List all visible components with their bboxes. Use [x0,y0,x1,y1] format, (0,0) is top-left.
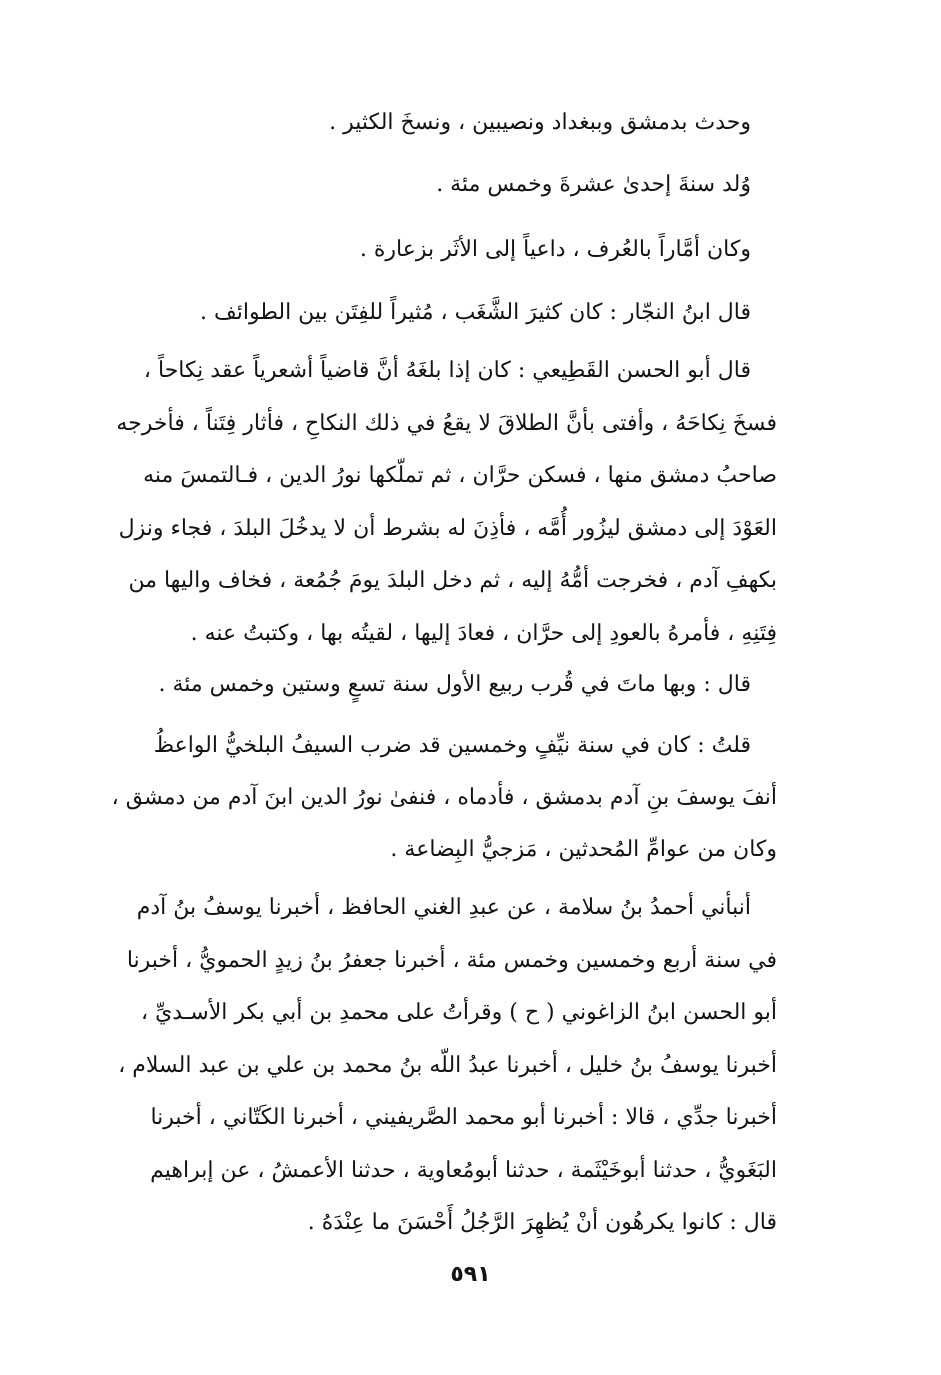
paragraph-narration [165,98,777,147]
text-line: البَغَويُّ ، حدثنا أبوخَيْثَمة ، حدثنا أبومُعاوية ، حدثنا الأعمشُ ، عن إبراهيم [150,1157,777,1183]
text-line: قال ابنُ النجّار : كان كثيرَ الشَّغَب ، مُثيراً للفِتَن بين الطوائف . [199,300,751,325]
paragraph-death [158,660,777,709]
paragraph-qatii [116,345,777,660]
text-line: فِتَنِهِ ، فأمرهُ بالعودِ إلى حرَّان ، فعادَ إليها ، لقيتُه بها ، وكتبتُ عنه . [190,620,777,646]
text-line: فسخَ نِكاحَهُ ، وأفتى بأنَّ الطلاقَ لا يقعُ في ذلك النكاحِ ، فأثار فِتَناً ، فأخرجه [116,410,777,436]
text-line: وُلد سنةَ إحدىٰ عشرةَ وخمس مئة . [436,172,751,197]
text-line: أنفَ يوسفَ بنِ آدم بدمشق ، فأدماه ، فنفىٰ نورُ الدين ابنَ آدم من دمشق ، [111,785,777,810]
text-line: أبو الحسن ابنُ الزاغوني ( ح ) وقرأتُ على محمدِ بن أبي بكر الأسـديِّ ، [140,1000,777,1025]
text-line: العَوْدَ إلى دمشق ليزُور أُمَّه ، فأذِنَ له بشرط أن لا يدخُلَ البلدَ ، فجاء ونزل [118,515,777,541]
text-line: أخبرنا جدِّي ، قالا : أخبرنا أبو محمد الصَّريفيني ، أخبرنا الكَتّاني ، أخبرنا [150,1105,777,1130]
text-line: بكهفِ آدم ، فخرجت أمُّهُ إليه ، ثم دخل البلدَ يومَ جُمُعة ، فخاف واليها من [128,568,777,593]
page-number: ٥٩١ [450,1262,491,1287]
text-line: قال أبو الحسن القَطِيعي : كان إذا بلغَهُ أنَّ قاضياً أشعرياً عقد نِكاحاً ، [143,358,751,383]
text-line: وحدث بدمشق وببغداد ونصيبين ، ونسخَ الكثير . [329,110,751,135]
paragraph-character [165,225,777,274]
paragraph-ibn-najjar [165,288,777,337]
text-line: أنبأني أحمدُ بنُ سلامة ، عن عبدِ الغني الحافظ ، أخبرنا يوسفُ بنُ آدم [136,895,751,920]
text-line: وكان أمَّاراً بالعُرف ، داعياً إلى الأثَر بزعارة . [359,237,751,262]
paragraph-isnad [118,882,777,1250]
text-line: قلتُ : كان في سنة نيِّفٍ وخمسين قد ضرب السيفُ البلخيُّ الواعظُ [153,733,751,758]
text-line: وكان من عوامِّ المُحدثين ، مَزجيُّ البِضاعة . [390,837,777,862]
paragraph-birth [165,160,777,209]
text-line: قال : كانوا يكرهُون أنْ يُظهِرَ الرَّجُلُ أَحْسَنَ ما عِنْدَهُ . [307,1210,777,1235]
paragraph-author-note [111,720,777,876]
text-line: قال : وبها ماتَ في قُرب ربيع الأول سنة تسعٍ وستين وخمس مئة . [158,672,751,697]
text-line: صاحبُ دمشق منها ، فسكن حرَّان ، ثم تملّكها نورُ الدين ، فـالتمسَ منه [143,463,777,488]
text-line: أخبرنا يوسفُ بنُ خليل ، أخبرنا عبدُ اللّه بنُ محمد بن علي بن عبد السلام ، [118,1052,777,1078]
text-line: في سنة أربع وخمسين وخمس مئة ، أخبرنا جعفرُ بنُ زيدٍ الحمويُّ ، أخبرنا [126,947,777,973]
